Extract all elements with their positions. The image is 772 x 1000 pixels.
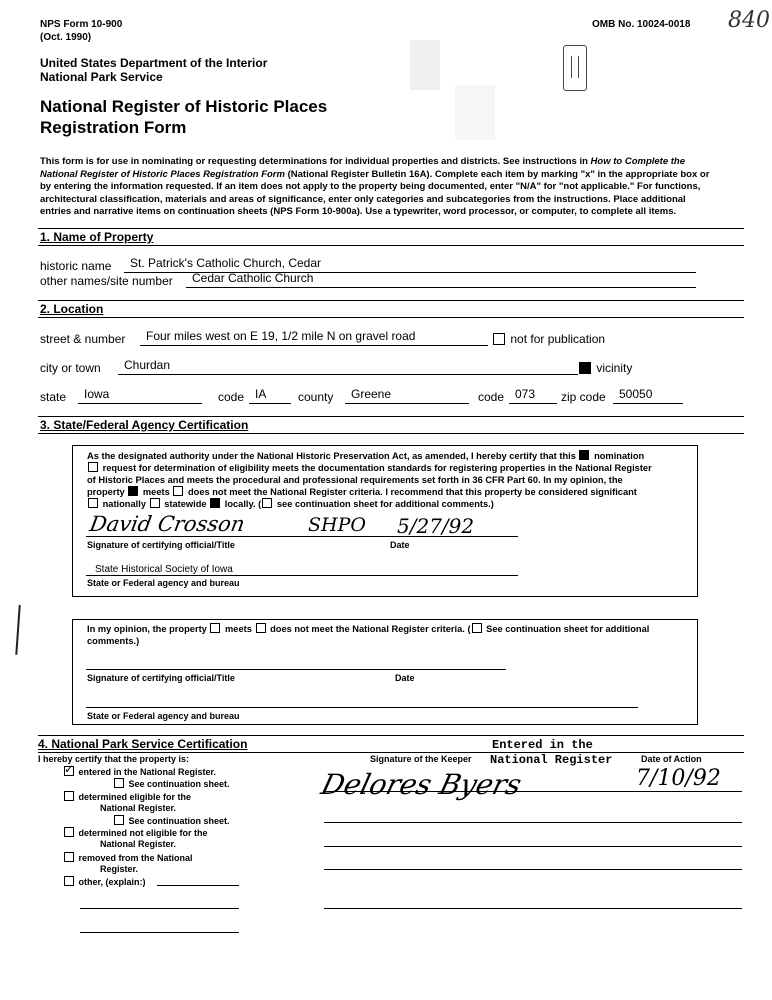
opinion-text-part: See continuation sheet for additional xyxy=(486,624,650,634)
agency-label: State or Federal agency and bureau xyxy=(87,711,240,721)
not-eligible-label-2: National Register. xyxy=(100,839,177,849)
scan-smudge xyxy=(455,85,495,140)
vicinity-checkbox-checked[interactable] xyxy=(579,362,591,374)
not-eligible-option[interactable] xyxy=(63,827,208,838)
vicinity-label: vicinity xyxy=(596,361,633,375)
county-code-field[interactable]: 073 xyxy=(509,387,557,404)
handwritten-code: 840 xyxy=(728,8,770,33)
date-label: Date xyxy=(395,673,415,683)
other-names-label: other names/site number xyxy=(40,274,173,288)
not-for-publication-checkbox[interactable] xyxy=(493,333,505,345)
signature-label: Signature of certifying official/Title xyxy=(87,540,235,550)
signature-label: Signature of certifying official/Title xyxy=(87,673,235,683)
form-number: NPS Form 10-900 xyxy=(40,19,123,30)
state-certification-text xyxy=(87,450,691,510)
intro-text-italic: National Register of Historic Places Registration Form xyxy=(40,168,285,180)
street-field[interactable]: Four miles west on E 19, 1/2 mile N on gravel road xyxy=(140,329,488,346)
cert-text: nationally xyxy=(102,499,146,509)
intro-text: architectural classification, materials and areas of significance, enter only categories and subcategories from the instructions. Place additional xyxy=(40,193,686,205)
date-of-action-label: Date of Action xyxy=(641,754,702,764)
entered-checkbox-checked[interactable] xyxy=(64,762,75,776)
eligible-option[interactable] xyxy=(63,791,191,802)
cert-text: property xyxy=(87,487,125,497)
opinion-meets-checkbox[interactable] xyxy=(210,623,220,633)
agency-line xyxy=(86,575,518,576)
other-explain-line[interactable] xyxy=(80,908,239,909)
not-for-publication-label: not for publication xyxy=(510,332,606,346)
department: United States Department of the Interior xyxy=(40,56,268,70)
vicinity[interactable] xyxy=(578,361,632,375)
instructions-paragraph xyxy=(40,156,740,219)
signature-line xyxy=(86,669,506,670)
certifying-signature: David Crosson xyxy=(87,512,247,536)
eligible-label: determined eligible for the xyxy=(78,792,192,802)
intro-text-italic: How to Complete the xyxy=(590,156,686,167)
section-rule xyxy=(38,228,744,229)
state-field[interactable]: Iowa xyxy=(78,387,202,404)
opinion-continuation-checkbox[interactable] xyxy=(472,623,482,633)
section2-heading: 2. Location xyxy=(40,302,104,316)
check-mark-icon: ✓ xyxy=(64,762,75,776)
scan-smudge xyxy=(410,40,440,90)
opinion-text-part: comments.) xyxy=(87,636,140,646)
street-label: street & number xyxy=(40,332,126,346)
other-explain-line[interactable] xyxy=(157,885,239,886)
cert-text: see continuation sheet for additional comments.) xyxy=(276,499,494,509)
section-rule xyxy=(38,735,744,736)
other-explain-line[interactable] xyxy=(80,932,239,933)
keeper-signature: Delores Byers xyxy=(317,768,525,801)
county-code-label: code xyxy=(478,390,505,404)
zip-field[interactable]: 50050 xyxy=(613,387,683,404)
section4-intro: I hereby certify that the property is: xyxy=(38,754,190,764)
entered-stamp-line2: National Register xyxy=(490,753,613,767)
cert-text: nomination xyxy=(594,451,645,461)
intro-text: by entering the information requested. If an item does not apply to the property being documented, enter "N/A" for "not applicable." For functions, xyxy=(40,181,701,192)
entered-option[interactable] xyxy=(63,762,217,777)
nationally-checkbox[interactable] xyxy=(88,498,98,508)
form-title-line2: Registration Form xyxy=(40,118,187,137)
cert-text: locally. ( xyxy=(224,499,262,509)
entered-label: entered in the National Register. xyxy=(78,767,217,777)
keeper-line[interactable] xyxy=(324,869,742,870)
city-label: city or town xyxy=(40,361,101,375)
keeper-line[interactable] xyxy=(324,908,742,909)
intro-text: This form is for use in nominating or requesting determinations for individual properties and districts. See instructions in xyxy=(40,156,591,167)
other-option[interactable] xyxy=(63,876,146,887)
omb-number: OMB No. 10024-0018 xyxy=(592,19,691,30)
removed-option[interactable] xyxy=(63,852,193,863)
section1-heading: 1. Name of Property xyxy=(40,230,154,244)
city-field[interactable]: Churdan xyxy=(118,358,578,375)
removed-label-2: Register. xyxy=(100,864,139,874)
removed-label: removed from the National xyxy=(78,853,193,863)
zip-label: zip code xyxy=(561,390,606,404)
section-rule xyxy=(38,752,744,753)
margin-mark xyxy=(15,605,24,655)
nomination-checkbox-checked[interactable] xyxy=(579,450,589,460)
see-continuation-option[interactable] xyxy=(113,815,230,826)
keeper-line[interactable] xyxy=(324,822,742,823)
continuation-checkbox[interactable] xyxy=(114,815,124,825)
section3-heading: 3. State/Federal Agency Certification xyxy=(40,418,249,432)
section-rule xyxy=(38,317,744,318)
continuation-label: See continuation sheet. xyxy=(128,816,230,826)
other-names-field[interactable]: Cedar Catholic Church xyxy=(186,271,696,288)
locally-checkbox-checked[interactable] xyxy=(210,498,220,508)
see-continuation-checkbox[interactable] xyxy=(262,498,272,508)
not-eligible-checkbox[interactable] xyxy=(64,827,74,837)
cert-text: does not meet the National Register criteria. I recommend that this property be considered significant xyxy=(187,487,637,497)
keeper-line[interactable] xyxy=(324,846,742,847)
signature-line xyxy=(86,536,518,537)
entered-stamp-line1: Entered in the xyxy=(492,738,593,752)
continuation-checkbox[interactable] xyxy=(114,778,124,788)
other-checkbox[interactable] xyxy=(64,876,74,886)
section-rule xyxy=(38,416,744,417)
see-continuation-option[interactable] xyxy=(113,778,230,789)
date-label: Date xyxy=(390,540,410,550)
cert-text: request for determination of eligibility meets the documentation standards for registering properties in the National Register xyxy=(102,463,652,473)
state-code-field[interactable]: IA xyxy=(249,387,291,404)
historic-name-label: historic name xyxy=(40,259,112,273)
statewide-checkbox[interactable] xyxy=(150,498,160,508)
state-label: state xyxy=(40,390,67,404)
section4-heading: 4. National Park Service Certification xyxy=(38,737,248,751)
keeper-signature-line xyxy=(324,791,742,792)
section-rule xyxy=(38,245,744,246)
form-date: (Oct. 1990) xyxy=(40,32,92,43)
cert-text: As the designated authority under the National Historic Preservation Act, as amended, I hereby certify that this xyxy=(87,451,576,461)
cert-text: meets xyxy=(142,487,170,497)
historic-name-field[interactable]: St. Patrick's Catholic Church, Cedar xyxy=(124,256,696,273)
continuation-label: See continuation sheet. xyxy=(128,779,230,789)
eligible-checkbox[interactable] xyxy=(64,791,74,801)
form-title-line1: National Register of Historic Places xyxy=(40,97,328,116)
not-eligible-label: determined not eligible for the xyxy=(78,828,208,838)
scan-mark-inner xyxy=(571,56,579,78)
state-code-label: code xyxy=(218,390,245,404)
county-label: county xyxy=(298,390,334,404)
agency-label: State or Federal agency and bureau xyxy=(87,578,240,588)
removed-checkbox[interactable] xyxy=(64,852,74,862)
keeper-label: Signature of the Keeper xyxy=(370,754,472,764)
intro-text: entries and narrative items on continuation sheets (NPS Form 10-900a). Use a typewriter, word processor, or computer, to complete all items. xyxy=(40,206,677,217)
does-not-meet-checkbox[interactable] xyxy=(173,486,183,496)
opinion-text xyxy=(87,623,691,647)
agency-line xyxy=(86,707,638,708)
cert-text: statewide xyxy=(164,499,207,509)
opinion-text-part: In my opinion, the property xyxy=(87,624,207,634)
cert-text: of Historic Places and meets the procedural and professional requirements set forth in 36 CFR Part 60. In my opinion, the xyxy=(87,475,623,485)
action-date-handwritten: 7/10/92 xyxy=(636,766,721,791)
agency-value: State Historical Society of Iowa xyxy=(95,564,233,575)
opinion-text-part: does not meet the National Register criteria. ( xyxy=(270,624,471,634)
request-checkbox[interactable] xyxy=(88,462,98,472)
section-rule xyxy=(38,433,744,434)
shpo-title-handwritten: SHPO xyxy=(308,514,366,536)
agency: National Park Service xyxy=(40,70,163,84)
not-for-publication[interactable] xyxy=(492,332,605,346)
intro-text: (National Register Bulletin 16A). Complete each item by marking "x" in the appropriate box or xyxy=(284,168,710,180)
meets-checkbox-checked[interactable] xyxy=(128,486,138,496)
section-rule xyxy=(38,300,744,301)
county-field[interactable]: Greene xyxy=(345,387,469,404)
opinion-text-part: meets xyxy=(225,624,252,634)
certification-date-handwritten: 5/27/92 xyxy=(397,514,475,538)
opinion-does-not-meet-checkbox[interactable] xyxy=(256,623,266,633)
eligible-label-2: National Register. xyxy=(100,803,177,813)
other-label: other, (explain:) xyxy=(78,877,146,887)
